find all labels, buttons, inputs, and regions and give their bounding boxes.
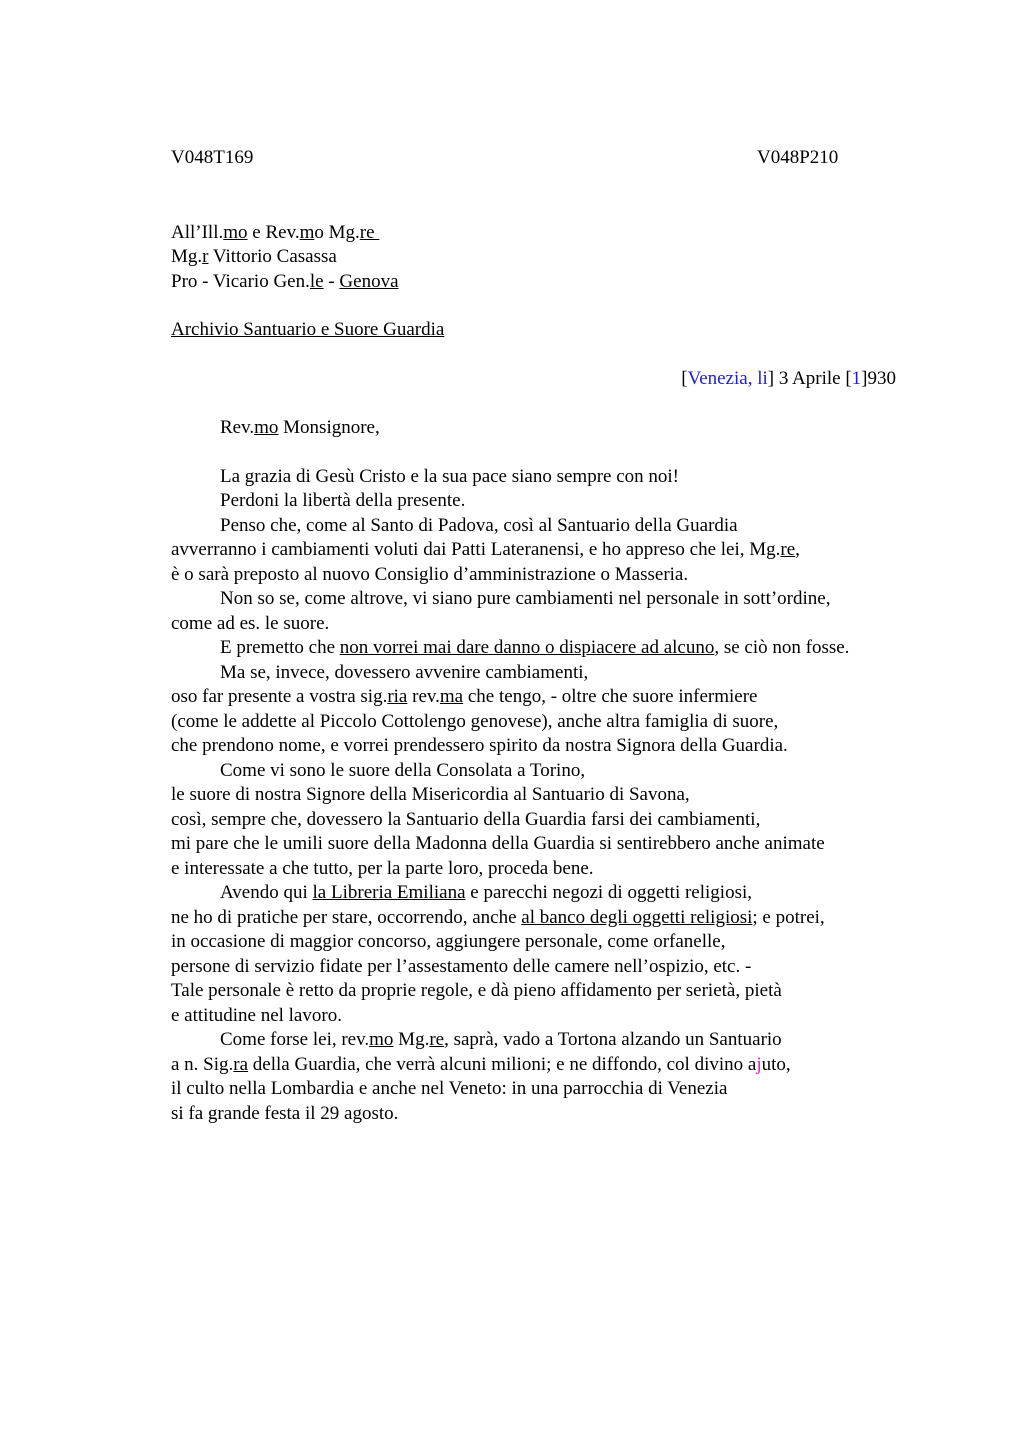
- body-line: oso far presente a vostra sig.ria rev.ma che tengo, - oltre che suore infermiere: [171, 686, 758, 707]
- address-line-2: Mg.r Vittorio Casassa: [171, 246, 337, 267]
- body-line: ne ho di pratiche per stare, occorrendo, anche al banco degli oggetti religiosi; e potrei,: [171, 907, 825, 928]
- address-line-3: Pro - Vicario Gen.le - Genova: [171, 271, 399, 292]
- body-line: in occasione di maggior concorso, aggiungere personale, come orfanelle,: [171, 931, 726, 952]
- body-line: (come le addette al Piccolo Cottolengo genovese), anche altra famiglia di suore,: [171, 711, 779, 732]
- body-line: è o sarà preposto al nuovo Consiglio d’amministrazione o Masseria.: [171, 564, 689, 585]
- body-line: Come vi sono le suore della Consolata a Torino,: [220, 760, 586, 781]
- body-line: così, sempre che, dovessero la Santuario della Guardia farsi dei cambiamenti,: [171, 809, 761, 830]
- salutation: Rev.mo Monsignore,: [220, 417, 380, 438]
- document-code-right: V048P210: [757, 147, 839, 168]
- body-line: Come forse lei, rev.mo Mg.re, saprà, vado a Tortona alzando un Santuario: [220, 1029, 782, 1050]
- body-line: avverranno i cambiamenti voluti dai Patti Lateranensi, e ho appreso che lei, Mg.re,: [171, 539, 800, 560]
- body-line: Ma se, invece, dovessero avvenire cambiamenti,: [220, 662, 589, 683]
- document-code-left: V048T169: [171, 147, 254, 168]
- address-line-1: All’Ill.mo e Rev.mo Mg.re: [171, 222, 380, 243]
- letter-date: [Venezia, li] 3 Aprile [1]930: [681, 368, 896, 389]
- body-line: e interessate a che tutto, per la parte loro, proceda bene.: [171, 858, 594, 879]
- body-line: Tale personale è retto da proprie regole, e dà pieno affidamento per serietà, pietà: [171, 980, 782, 1001]
- body-line: e attitudine nel lavoro.: [171, 1005, 342, 1026]
- body-line: E premetto che non vorrei mai dare danno o dispiacere ad alcuno, se ciò non fosse.: [220, 637, 850, 658]
- body-line: Non so se, come altrove, vi siano pure cambiamenti nel personale in sott’ordine,: [220, 588, 831, 609]
- body-line: Penso che, come al Santo di Padova, così al Santuario della Guardia: [220, 515, 738, 536]
- body-line: Perdoni la libertà della presente.: [220, 490, 466, 511]
- body-line: come ad es. le suore.: [171, 613, 330, 634]
- body-line: le suore di nostra Signore della Misericordia al Santuario di Savona,: [171, 784, 690, 805]
- body-line: che prendono nome, e vorrei prendessero spirito da nostra Signora della Guardia.: [171, 735, 788, 756]
- body-line: La grazia di Gesù Cristo e la sua pace siano sempre con noi!: [220, 466, 680, 487]
- body-line: persone di servizio fidate per l’assestamento delle camere nell’ospizio, etc. -: [171, 956, 752, 977]
- body-line: si fa grande festa il 29 agosto.: [171, 1103, 399, 1124]
- body-line: Avendo qui la Libreria Emiliana e parecchi negozi di oggetti religiosi,: [220, 882, 752, 903]
- body-line: mi pare che le umili suore della Madonna della Guardia si sentirebbero anche animate: [171, 833, 825, 854]
- archive-reference: Archivio Santuario e Suore Guardia: [171, 319, 445, 340]
- body-line: a n. Sig.ra della Guardia, che verrà alcuni milioni; e ne diffondo, col divino ajuto,: [171, 1054, 791, 1075]
- body-line: il culto nella Lombardia e anche nel Veneto: in una parrocchia di Venezia: [171, 1078, 728, 1099]
